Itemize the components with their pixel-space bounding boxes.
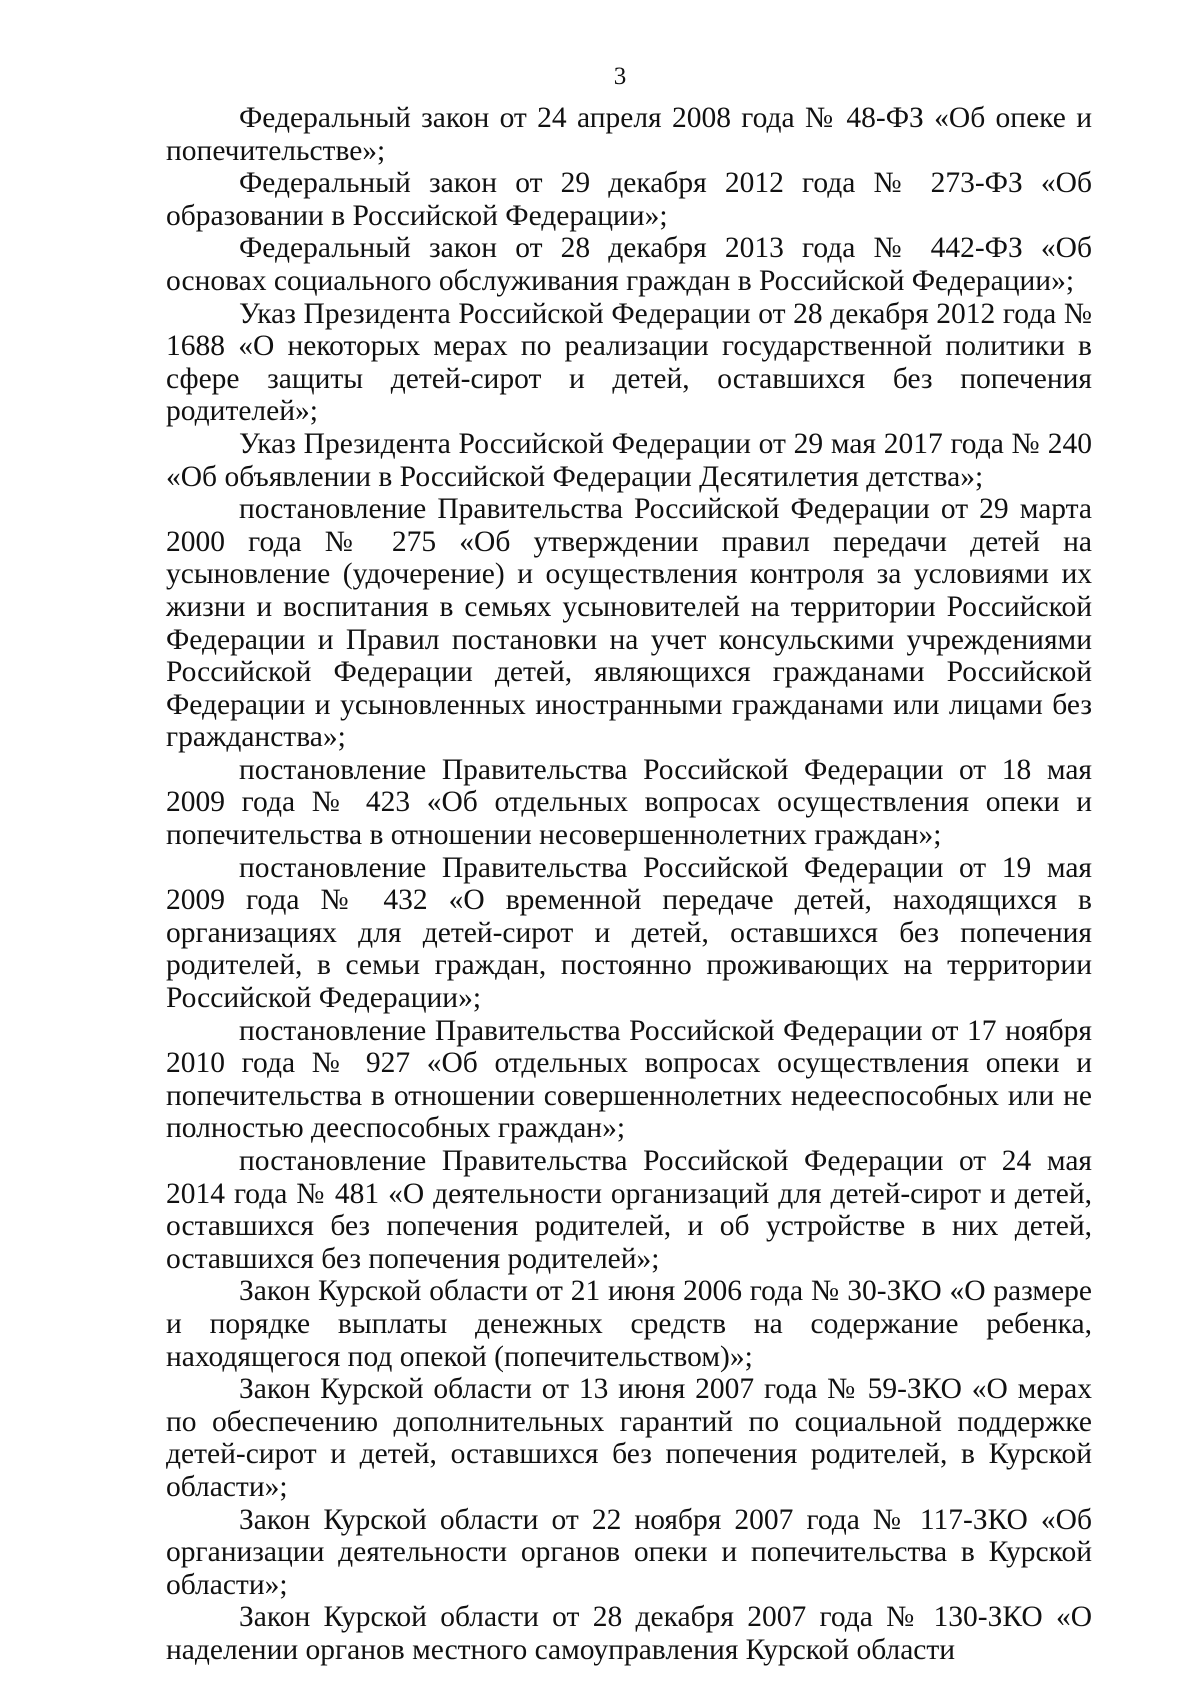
paragraph: Федеральный закон от 29 декабря 2012 года № 273-ФЗ «Об образовании в Российской Федерации»;: [166, 167, 1092, 232]
paragraph: Закон Курской области от 13 июня 2007 года № 59-ЗКО «О мерах по обеспечению дополнительных гарантий по социальной поддержке детей-сирот и детей, оставшихся без попечения родителей, в Курской области»;: [166, 1373, 1092, 1503]
paragraph: постановление Правительства Российской Федерации от 19 мая 2009 года № 432 «О временной передаче детей, находящихся в организациях для детей-сирот и детей, оставшихся без попечения родителей, в семьи граждан, постоянно проживающих на территории Российской Федерации»;: [166, 851, 1092, 1015]
paragraph: Федеральный закон от 24 апреля 2008 года № 48-ФЗ «Об опеке и попечительстве»;: [166, 102, 1092, 167]
paragraph: Указ Президента Российской Федерации от 29 мая 2017 года № 240 «Об объявлении в Российской Федерации Десятилетия детства»;: [166, 427, 1092, 493]
paragraph: Федеральный закон от 28 декабря 2013 года № 442-ФЗ «Об основах социального обслуживания граждан в Российской Федерации»;: [166, 232, 1092, 297]
paragraph: постановление Правительства Российской Федерации от 29 марта 2000 года № 275 «Об утверждении правил передачи детей на усыновление (удочерение) и осуществления контроля за условиями их жизни и воспитания в семьях усыновителей на территории Российской Федерации и Правил постановки на учет консульскими учреждениями Российской Федерации детей, являющихся гражданами Российской Федерации и усыновленных иностранными гражданами или лицами без гражданства»;: [166, 493, 1092, 754]
paragraph: постановление Правительства Российской Федерации от 18 мая 2009 года № 423 «Об отдельных вопросах осуществления опеки и попечительства в отношении несовершеннолетних граждан»;: [166, 753, 1092, 852]
paragraph: Закон Курской области от 28 декабря 2007 года № 130-ЗКО «О наделении органов местного самоуправления Курской области: [166, 1601, 1092, 1666]
paragraph: Закон Курской области от 21 июня 2006 года № 30-ЗКО «О размере и порядке выплаты денежных средств на содержание ребенка, находящегося под опекой (попечительством)»;: [166, 1275, 1092, 1373]
paragraph: Указ Президента Российской Федерации от 28 декабря 2012 года № 1688 «О некоторых мерах по реализации государственной политики в сфере защиты детей-сирот и детей, оставшихся без попечения родителей»;: [166, 297, 1092, 428]
document-body: [166, 102, 1092, 1667]
paragraph: постановление Правительства Российской Федерации от 24 мая 2014 года № 481 «О деятельности организаций для детей-сирот и детей, оставшихся без попечения родителей, и об устройстве в них детей, оставшихся без попечения родителей»;: [166, 1145, 1092, 1275]
page-number: 3: [613, 63, 627, 90]
paragraph: Закон Курской области от 22 ноября 2007 года № 117-ЗКО «Об организации деятельности органов опеки и попечительства в Курской области»;: [166, 1503, 1092, 1601]
paragraph: постановление Правительства Российской Федерации от 17 ноября 2010 года № 927 «Об отдельных вопросах осуществления опеки и попечительства в отношении совершеннолетних недееспособных или не полностью дееспособных граждан»;: [166, 1014, 1092, 1145]
